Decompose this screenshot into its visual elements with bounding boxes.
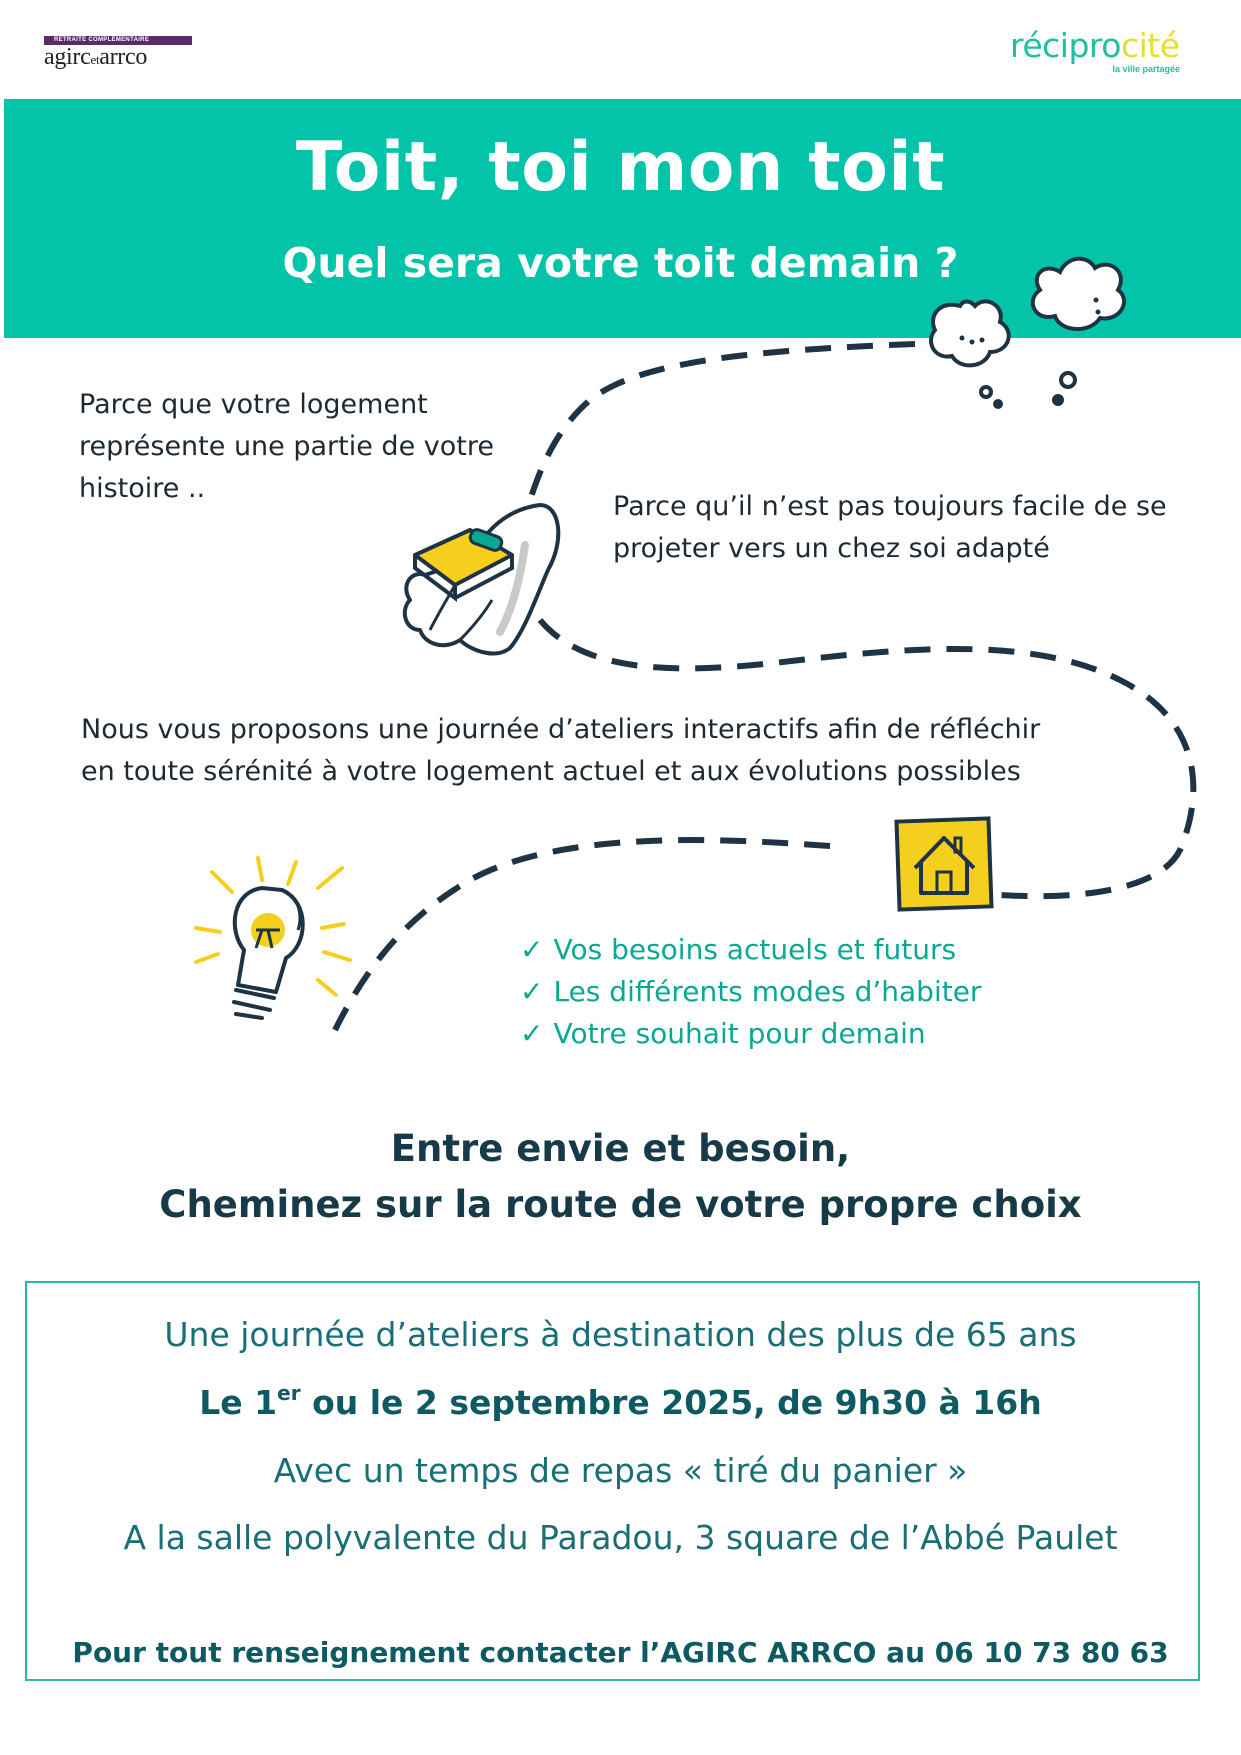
intro-paragraph-2: Parce qu’il n’est pas toujours facile de se projeter vers un chez soi adapté: [613, 491, 1167, 564]
slogan-line-1: Entre envie et besoin,: [390, 1127, 851, 1170]
workshop-topics-list: [520, 929, 1040, 1055]
event-date: Le 1er ou le 2 septembre 2025, de 9h30 à 16h: [199, 1381, 1042, 1422]
agirc-logo-wordmark: agircetarrco: [44, 44, 148, 70]
list-item: ✓ Votre souhait pour demain: [520, 1017, 926, 1050]
event-location: A la salle polyvalente du Paradou, 3 square de l’Abbé Paulet: [123, 1518, 1118, 1557]
event-audience: Une journée d’ateliers à destination des plus de 65 ans: [164, 1315, 1077, 1354]
reciprocite-wordmark: réciprocité: [1010, 26, 1180, 65]
agirc-logo-tagline: RETRAITE COMPLÉMENTAIRE: [44, 36, 192, 45]
house-icon: [896, 818, 991, 909]
lightbulb-icon: [196, 858, 350, 1018]
thought-cloud-icon: [931, 259, 1124, 407]
slogan: [0, 1121, 1241, 1233]
page-subtitle: Quel sera votre toit demain ?: [282, 239, 959, 287]
checkmark-icon: ✓: [520, 933, 544, 966]
intro-paragraph-1: Parce que votre logement représente une partie de votre histoire ..: [79, 389, 494, 504]
page-title: Toit, toi mon toit: [295, 128, 946, 207]
checkmark-icon: ✓: [520, 1017, 544, 1050]
contact-info: Pour tout renseignement contacter l’AGIRC ARRCO au 06 10 73 80 63: [72, 1636, 1169, 1669]
slogan-line-2: Cheminez sur la route de votre propre choix: [159, 1183, 1082, 1226]
intro-paragraph-3: Nous vous proposons une journée d’ateliers interactifs afin de réfléchir en toute sérénité à votre logement actuel et aux évolutions possibles: [81, 714, 1041, 787]
list-item: ✓ Les différents modes d’habiter: [520, 975, 982, 1008]
reciprocite-tagline: la ville partagée: [1112, 64, 1180, 74]
list-item: ✓ Vos besoins actuels et futurs: [520, 933, 957, 966]
hand-bed-icon: [405, 505, 559, 653]
checkmark-icon: ✓: [520, 975, 544, 1008]
event-meal: Avec un temps de repas « tiré du panier »: [273, 1451, 968, 1490]
